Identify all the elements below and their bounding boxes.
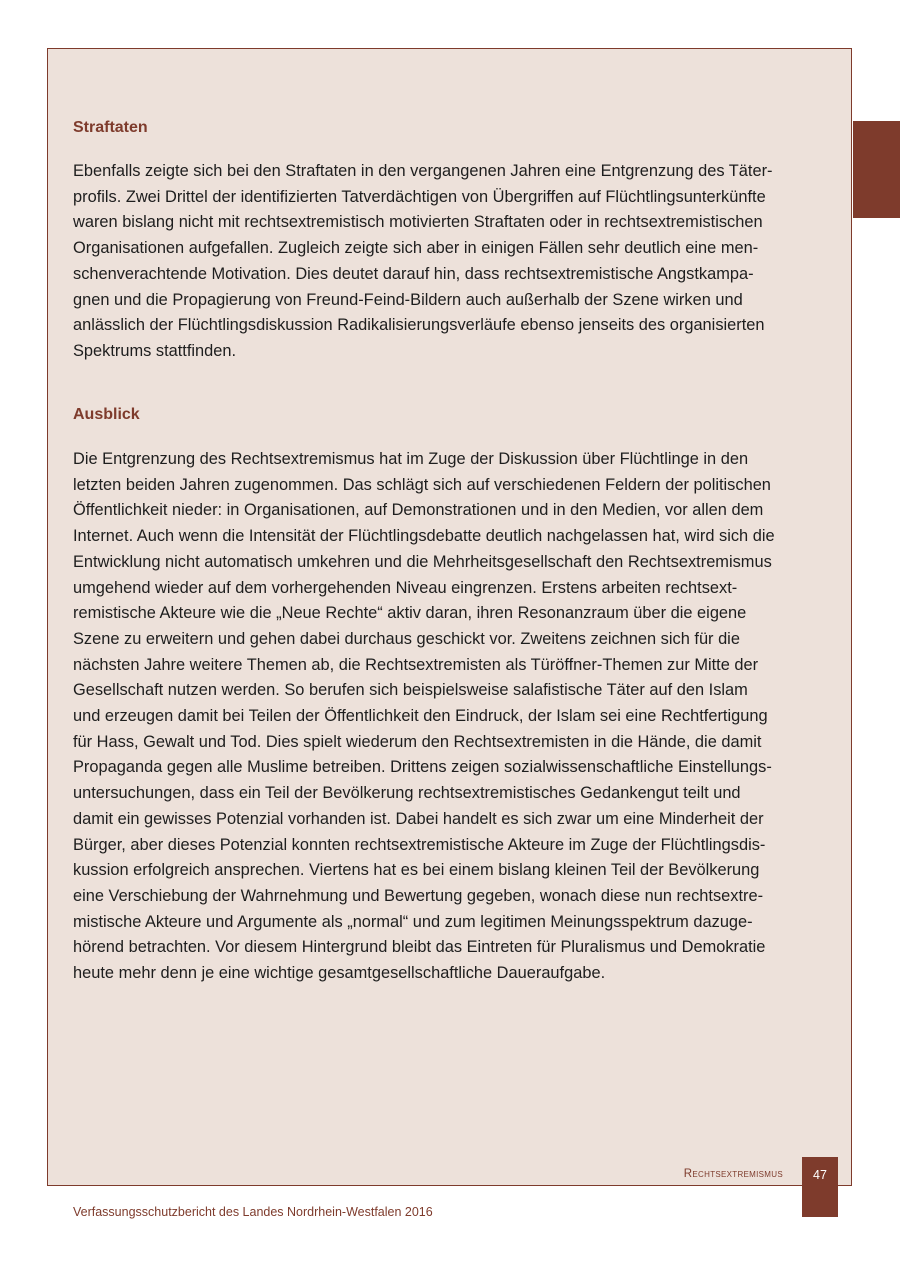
text-line: Öffentlichkeit nieder: in Organisationen, auf Demonstrationen und in den Medien, vor allen dem [73,501,764,520]
running-section-label: Rechtsextremismus [683,1168,783,1180]
text-line: Internet. Auch wenn die Intensität der Flüchtlingsdebatte deutlich nachgelassen hat, wird sich die [73,527,775,546]
section-heading-straftaten: Straftaten [73,119,148,136]
text-line: Szene zu erweitern und gehen dabei durchaus geschickt vor. Zweitens zeichnen sich für die [73,629,740,648]
page-number: 47 [802,1157,838,1217]
text-line: nächsten Jahre weitere Themen ab, die Rechtsextremisten als Türöffner-Themen zur Mitte der [73,655,759,674]
text-line: Gesellschaft nutzen werden. So berufen sich beispielsweise salafistische Täter auf den Islam [73,681,748,700]
text-line: letzten beiden Jahren zugenommen. Das schlägt sich auf verschiedenen Feldern der politischen [73,475,771,494]
paragraph-ausblick [73,447,813,987]
text-line: damit ein gewisses Potenzial vorhanden ist. Dabei handelt es sich zwar um eine Minderheit der [73,809,764,828]
text-line: remistische Akteure wie die „Neue Rechte“ aktiv daran, ihren Resonanzraum über die eigene [73,604,747,623]
text-line: kussion erfolgreich ansprechen. Viertens hat es bei einem bislang kleinen Teil der Bevölkerung [73,861,760,880]
text-line: anlässlich der Flüchtlingsdiskussion Radikalisierungsverläufe ebenso jenseits des organisierten [73,316,765,335]
text-line: für Hass, Gewalt und Tod. Dies spielt wiederum den Rechtsextremisten in die Hände, die damit [73,732,762,751]
text-line: Spektrums stattfinden. [73,341,237,360]
text-line: Ebenfalls zeigte sich bei den Straftaten in den vergangenen Jahren eine Entgrenzung des Täter- [73,162,773,180]
text-line: hörend betrachten. Vor diesem Hintergrund bleibt das Eintreten für Pluralismus und Demokratie [73,938,766,957]
section-heading-ausblick: Ausblick [73,406,140,423]
text-line: heute mehr denn je eine wichtige gesamtgesellschaftliche Daueraufgabe. [73,964,606,983]
text-line: schenverachtende Motivation. Dies deutet darauf hin, dass rechtsextremistische Angstkampa- [73,264,754,283]
text-line: untersuchungen, dass ein Teil der Bevölkerung rechtsextremistisches Gedankengut teilt und [73,784,741,803]
text-line: gnen und die Propagierung von Freund-Feind-Bildern auch außerhalb der Szene wirken und [73,290,743,309]
text-line: waren bislang nicht mit rechtsextremistisch motivierten Straftaten oder in rechtsextremistischen [73,213,763,232]
text-line: Propaganda gegen alle Muslime betreiben. Drittens zeigen sozialwissenschaftliche Einstellungs- [73,758,772,777]
text-line: umgehend wieder auf dem vorhergehenden Niveau eingrenzen. Erstens arbeiten rechtsext- [73,578,738,597]
text-line: mistische Akteure und Argumente als „normal“ und zum legitimen Meinungsspektrum dazuge- [73,912,753,931]
text-line: Bürger, aber dieses Potenzial konnten rechtsextremistische Akteure im Zuge der Flüchtlingsdis- [73,835,766,854]
text-line: Organisationen aufgefallen. Zugleich zeigte sich aber in einigen Fällen sehr deutlich eine men- [73,239,759,258]
text-line: und erzeugen damit bei Teilen der Öffentlichkeit den Eindruck, der Islam sei eine Rechtfertigung [73,707,768,726]
chapter-tab-marker [853,121,900,218]
text-line: profils. Zwei Drittel der identifizierten Tatverdächtigen von Übergriffen auf Flüchtlingsunterkünfte [73,187,766,206]
text-line: eine Verschiebung der Wahrnehmung und Bewertung gegeben, wonach diese nun rechtsextre- [73,886,764,905]
paragraph-straftaten [73,159,813,365]
publication-footer: Verfassungsschutzbericht des Landes Nordrhein-Westfalen 2016 [73,1205,433,1219]
text-line: Die Entgrenzung des Rechtsextremismus hat im Zuge der Diskussion über Flüchtlinge in den [73,450,749,468]
text-line: Entwicklung nicht automatisch umkehren und die Mehrheitsgesellschaft den Rechtsextremismus [73,552,772,571]
